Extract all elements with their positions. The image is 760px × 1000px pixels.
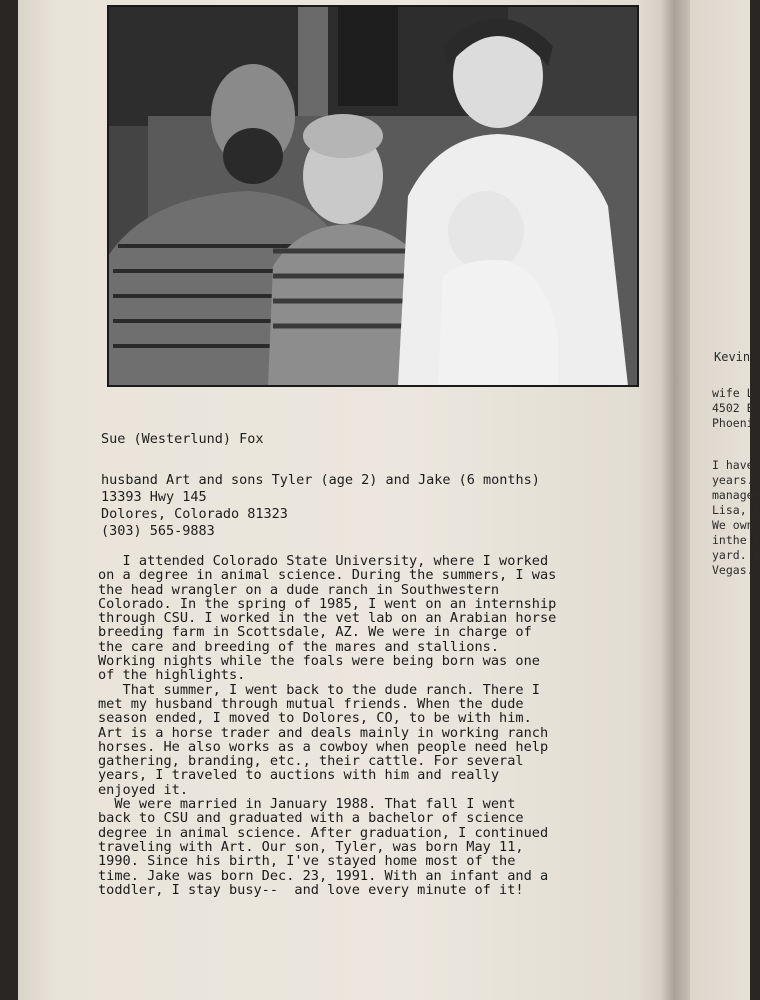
body-line: Colorado. In the spring of 1985, I went on an internship [98,595,557,612]
phone-number: (303) 565-9883 [101,523,215,539]
body-line: I attended Colorado State University, where I worked [98,553,549,569]
street-address: 13393 Hwy 145 [101,489,207,505]
next-body-line: We own [712,518,754,532]
body-line: We were married in January 1988. That fall I went [98,796,516,813]
family-line: husband Art and sons Tyler (age 2) and Jake (6 months) [101,472,540,488]
next-body-line: I have [712,458,754,472]
right-page [690,0,760,1000]
body-line: 1990. Since his birth, I've stayed home most of the [98,853,516,870]
next-body-block [712,458,760,578]
body-line: season ended, I moved to Dolores, CO, to be with him. [98,710,532,727]
body-line: enjoyed it. [98,781,189,798]
next-body-line: manager [712,488,760,502]
body-line: on a degree in animal science. During the summers, I was [98,567,557,584]
body-line: gathering, branding, etc., their cattle. For several [98,753,524,770]
next-body-line: inthe s [712,533,760,547]
body-line: Working nights while the foals were being born was one [98,653,540,670]
body-line: through CSU. I worked in the vet lab on an Arabian horse [98,610,557,627]
body-line: horses. He also works as a cowboy when people need help [98,738,549,755]
next-address-line: wife L [712,386,754,400]
body-line: the head wrangler on a dude ranch in Southwestern [98,581,500,598]
family-photo [108,6,638,386]
body-line: traveling with Art. Our son, Tyler, was born May 11, [98,838,524,855]
next-body-line: yard. W [712,548,760,562]
body-line: time. Jake was born Dec. 23, 1991. With an infant and a [98,867,549,884]
body-line: met my husband through mutual friends. When the dude [98,695,524,712]
body-line: years, I traveled to auctions with him and really [98,767,500,784]
next-profile-name: Kevin [714,350,751,364]
body-line: Art is a horse trader and deals mainly in working ranch [98,724,549,741]
next-body-line: Lisa, i [712,503,760,517]
next-body-line: Vegas. [712,563,754,577]
next-address-line: 4502 E [712,401,754,415]
body-line: degree in animal science. After graduation, I continued [98,824,549,841]
city-state-zip: Dolores, Colorado 81323 [101,506,288,522]
next-body-line: years. [712,473,754,487]
body-line: the care and breeding of the mares and stallions. [98,638,500,655]
body-line: That summer, I went back to the dude ranch. There I [98,681,540,698]
body-line: back to CSU and graduated with a bachelor of science [98,810,524,827]
next-address-line: Phoeni [712,416,754,430]
profile-name: Sue (Westerlund) Fox [101,431,264,447]
body-line: of the highlights. [98,667,246,684]
left-page [18,0,670,1000]
body-line: breeding farm in Scottsdale, AZ. We were in charge of [98,624,532,641]
body-line: toddler, I stay busy-- and love every minute of it! [98,881,524,898]
book-gutter [662,0,690,1000]
contact-block [101,472,540,540]
next-address-block [712,386,754,431]
biography-text [98,554,668,897]
